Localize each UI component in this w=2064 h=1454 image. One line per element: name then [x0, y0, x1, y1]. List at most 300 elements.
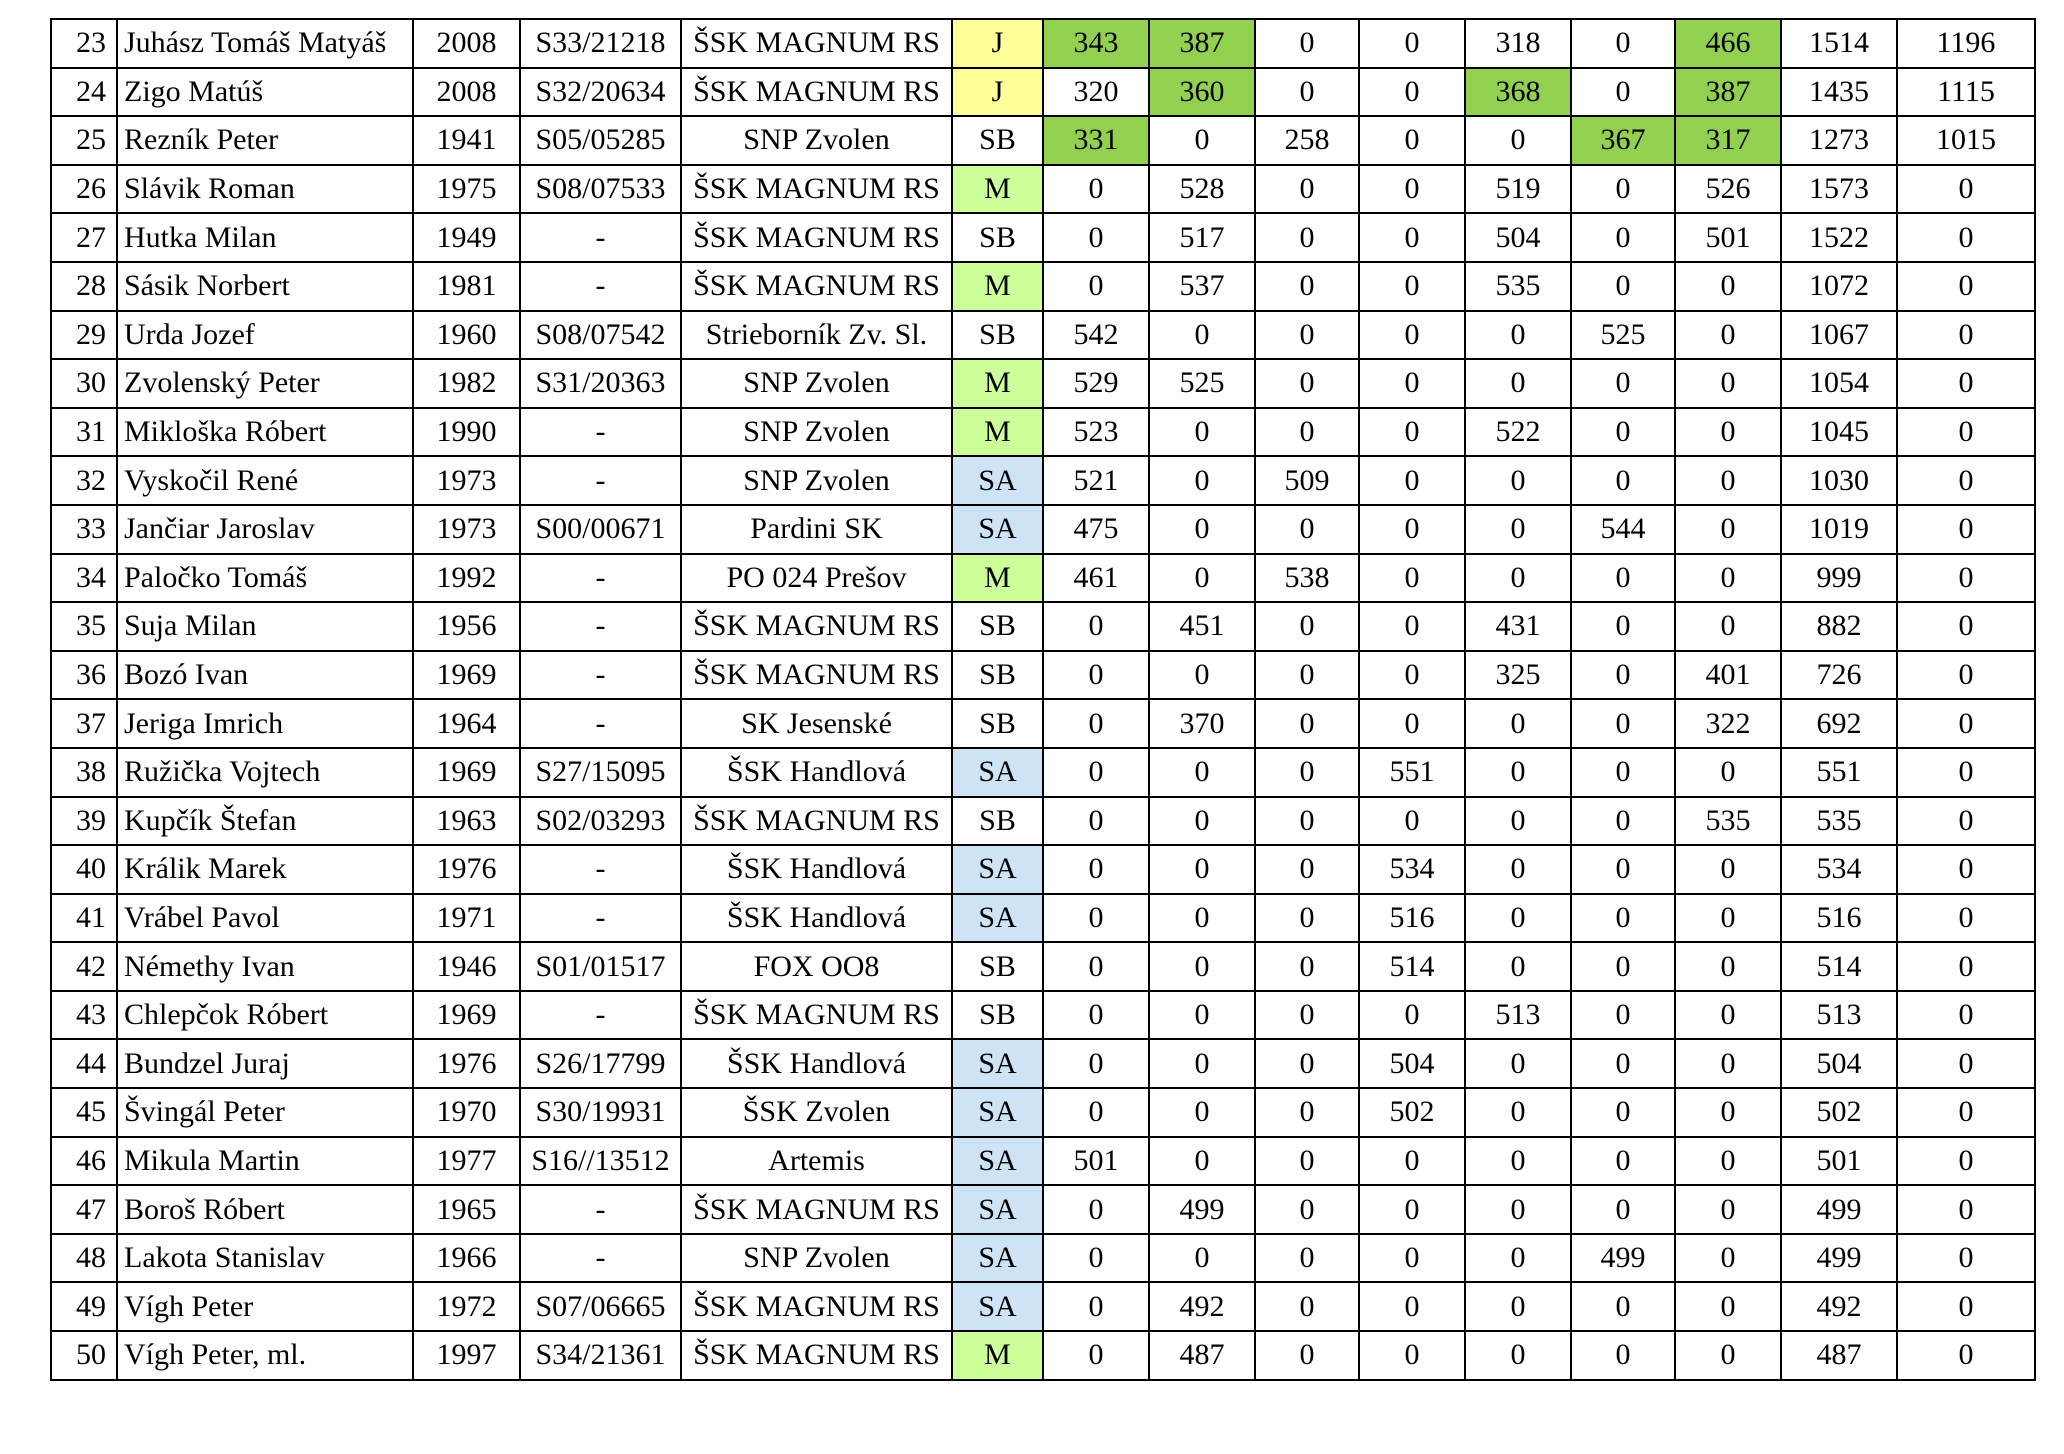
- score-cell: 535: [1465, 262, 1571, 311]
- score-cell: 0: [1675, 456, 1781, 505]
- score-cell: 0: [1149, 894, 1255, 943]
- category-cell: SB: [952, 311, 1043, 360]
- total-cell: 1030: [1781, 456, 1897, 505]
- rank-cell: 47: [51, 1185, 117, 1234]
- license-cell: -: [520, 408, 681, 457]
- score-cell: 0: [1571, 699, 1675, 748]
- score-cell: 0: [1149, 942, 1255, 991]
- club-cell: SNP Zvolen: [681, 456, 952, 505]
- score-cell: 0: [1149, 1088, 1255, 1137]
- license-cell: -: [520, 554, 681, 603]
- total-cell: 1573: [1781, 165, 1897, 214]
- best-score-cell: 1115: [1897, 68, 2035, 117]
- score-cell: 0: [1675, 894, 1781, 943]
- birth-year-cell: 1963: [413, 797, 520, 846]
- score-cell: 0: [1255, 68, 1359, 117]
- license-cell: -: [520, 651, 681, 700]
- score-cell: 0: [1571, 1137, 1675, 1186]
- rank-cell: 32: [51, 456, 117, 505]
- score-cell: 0: [1255, 1234, 1359, 1283]
- name-cell: Mikula Martin: [117, 1137, 413, 1186]
- total-cell: 513: [1781, 991, 1897, 1040]
- score-cell: 0: [1255, 1282, 1359, 1331]
- score-cell: 0: [1571, 408, 1675, 457]
- score-cell: 0: [1149, 554, 1255, 603]
- club-cell: ŠSK Handlová: [681, 894, 952, 943]
- total-cell: 501: [1781, 1137, 1897, 1186]
- category-cell: SB: [952, 797, 1043, 846]
- score-cell: 0: [1255, 991, 1359, 1040]
- score-cell: 0: [1675, 408, 1781, 457]
- birth-year-cell: 1997: [413, 1331, 520, 1380]
- score-cell: 0: [1255, 845, 1359, 894]
- total-cell: 1522: [1781, 213, 1897, 262]
- table-row: [51, 311, 2035, 360]
- birth-year-cell: 1949: [413, 213, 520, 262]
- score-cell: 343: [1043, 19, 1149, 68]
- score-cell: 0: [1149, 116, 1255, 165]
- score-cell: 0: [1465, 554, 1571, 603]
- category-cell: SB: [952, 651, 1043, 700]
- license-cell: -: [520, 991, 681, 1040]
- score-cell: 0: [1675, 1039, 1781, 1088]
- score-cell: 0: [1465, 1234, 1571, 1283]
- license-cell: -: [520, 845, 681, 894]
- license-cell: S27/15095: [520, 748, 681, 797]
- score-cell: 516: [1359, 894, 1465, 943]
- score-cell: 513: [1465, 991, 1571, 1040]
- score-cell: 0: [1675, 991, 1781, 1040]
- best-score-cell: 0: [1897, 554, 2035, 603]
- best-score-cell: 0: [1897, 797, 2035, 846]
- name-cell: Ružička Vojtech: [117, 748, 413, 797]
- best-score-cell: 0: [1897, 602, 2035, 651]
- score-cell: 0: [1571, 1282, 1675, 1331]
- club-cell: SNP Zvolen: [681, 116, 952, 165]
- club-cell: ŠSK MAGNUM RS: [681, 1282, 952, 1331]
- table-row: [51, 1234, 2035, 1283]
- club-cell: Pardini SK: [681, 505, 952, 554]
- score-cell: 0: [1043, 942, 1149, 991]
- score-cell: 0: [1465, 699, 1571, 748]
- table-row: [51, 165, 2035, 214]
- rank-cell: 37: [51, 699, 117, 748]
- name-cell: Chlepčok Róbert: [117, 991, 413, 1040]
- club-cell: ŠSK MAGNUM RS: [681, 19, 952, 68]
- total-cell: 535: [1781, 797, 1897, 846]
- total-cell: 1045: [1781, 408, 1897, 457]
- category-cell: SA: [952, 1185, 1043, 1234]
- license-cell: -: [520, 699, 681, 748]
- total-cell: 1273: [1781, 116, 1897, 165]
- table-row: [51, 699, 2035, 748]
- total-cell: 1435: [1781, 68, 1897, 117]
- license-cell: S26/17799: [520, 1039, 681, 1088]
- score-cell: 551: [1359, 748, 1465, 797]
- license-cell: -: [520, 1185, 681, 1234]
- rank-cell: 27: [51, 213, 117, 262]
- club-cell: FOX OO8: [681, 942, 952, 991]
- table-row: [51, 408, 2035, 457]
- score-cell: 0: [1255, 699, 1359, 748]
- score-cell: 0: [1571, 1039, 1675, 1088]
- name-cell: Bozó Ivan: [117, 651, 413, 700]
- score-cell: 317: [1675, 116, 1781, 165]
- score-cell: 0: [1675, 554, 1781, 603]
- score-cell: 0: [1149, 311, 1255, 360]
- score-cell: 368: [1465, 68, 1571, 117]
- table-row: [51, 1185, 2035, 1234]
- name-cell: Vígh Peter: [117, 1282, 413, 1331]
- table-row: [51, 942, 2035, 991]
- total-cell: 502: [1781, 1088, 1897, 1137]
- best-score-cell: 1196: [1897, 19, 2035, 68]
- birth-year-cell: 1975: [413, 165, 520, 214]
- rank-cell: 50: [51, 1331, 117, 1380]
- total-cell: 504: [1781, 1039, 1897, 1088]
- score-cell: 502: [1359, 1088, 1465, 1137]
- score-cell: 0: [1149, 1039, 1255, 1088]
- score-cell: 0: [1465, 797, 1571, 846]
- score-cell: 0: [1043, 1039, 1149, 1088]
- table-row: [51, 602, 2035, 651]
- license-cell: -: [520, 894, 681, 943]
- license-cell: S00/00671: [520, 505, 681, 554]
- birth-year-cell: 1965: [413, 1185, 520, 1234]
- category-cell: M: [952, 554, 1043, 603]
- license-cell: S34/21361: [520, 1331, 681, 1380]
- score-cell: 0: [1255, 1039, 1359, 1088]
- rank-cell: 31: [51, 408, 117, 457]
- rank-cell: 48: [51, 1234, 117, 1283]
- score-cell: 0: [1359, 505, 1465, 554]
- category-cell: SA: [952, 1234, 1043, 1283]
- club-cell: ŠSK MAGNUM RS: [681, 1331, 952, 1380]
- score-cell: 0: [1043, 1331, 1149, 1380]
- rank-cell: 38: [51, 748, 117, 797]
- best-score-cell: 0: [1897, 456, 2035, 505]
- score-cell: 0: [1675, 359, 1781, 408]
- category-cell: M: [952, 262, 1043, 311]
- score-cell: 0: [1149, 1137, 1255, 1186]
- best-score-cell: 0: [1897, 748, 2035, 797]
- table-row: [51, 262, 2035, 311]
- score-cell: 0: [1255, 359, 1359, 408]
- name-cell: Urda Jozef: [117, 311, 413, 360]
- rank-cell: 46: [51, 1137, 117, 1186]
- score-cell: 475: [1043, 505, 1149, 554]
- best-score-cell: 0: [1897, 359, 2035, 408]
- score-cell: 0: [1255, 505, 1359, 554]
- score-cell: 0: [1571, 1088, 1675, 1137]
- score-cell: 0: [1149, 456, 1255, 505]
- name-cell: Juhász Tomáš Matyáš: [117, 19, 413, 68]
- table-row: [51, 797, 2035, 846]
- name-cell: Némethy Ivan: [117, 942, 413, 991]
- license-cell: S01/01517: [520, 942, 681, 991]
- score-cell: 0: [1359, 554, 1465, 603]
- score-cell: 401: [1675, 651, 1781, 700]
- score-cell: 522: [1465, 408, 1571, 457]
- name-cell: Švingál Peter: [117, 1088, 413, 1137]
- category-cell: SA: [952, 1039, 1043, 1088]
- rank-cell: 44: [51, 1039, 117, 1088]
- score-cell: 492: [1149, 1282, 1255, 1331]
- club-cell: ŠSK MAGNUM RS: [681, 602, 952, 651]
- score-cell: 0: [1465, 1331, 1571, 1380]
- club-cell: SNP Zvolen: [681, 359, 952, 408]
- category-cell: M: [952, 165, 1043, 214]
- score-cell: 0: [1149, 991, 1255, 1040]
- club-cell: ŠSK Zvolen: [681, 1088, 952, 1137]
- club-cell: SK Jesenské: [681, 699, 952, 748]
- club-cell: ŠSK Handlová: [681, 1039, 952, 1088]
- score-cell: 0: [1571, 1185, 1675, 1234]
- score-cell: 0: [1255, 797, 1359, 846]
- score-cell: 0: [1465, 1039, 1571, 1088]
- score-cell: 0: [1255, 651, 1359, 700]
- score-cell: 0: [1675, 748, 1781, 797]
- score-cell: 535: [1675, 797, 1781, 846]
- rank-cell: 36: [51, 651, 117, 700]
- category-cell: SA: [952, 845, 1043, 894]
- name-cell: Vrábel Pavol: [117, 894, 413, 943]
- best-score-cell: 0: [1897, 1088, 2035, 1137]
- birth-year-cell: 1960: [413, 311, 520, 360]
- total-cell: 692: [1781, 699, 1897, 748]
- birth-year-cell: 1992: [413, 554, 520, 603]
- score-cell: 0: [1465, 845, 1571, 894]
- name-cell: Kupčík Štefan: [117, 797, 413, 846]
- score-cell: 521: [1043, 456, 1149, 505]
- club-cell: ŠSK MAGNUM RS: [681, 991, 952, 1040]
- birth-year-cell: 1964: [413, 699, 520, 748]
- score-cell: 0: [1149, 748, 1255, 797]
- score-cell: 387: [1675, 68, 1781, 117]
- table-body: [51, 19, 2035, 1380]
- score-cell: 451: [1149, 602, 1255, 651]
- total-cell: 492: [1781, 1282, 1897, 1331]
- club-cell: ŠSK MAGNUM RS: [681, 797, 952, 846]
- score-cell: 0: [1359, 1185, 1465, 1234]
- score-cell: 499: [1571, 1234, 1675, 1283]
- license-cell: S02/03293: [520, 797, 681, 846]
- score-cell: 0: [1359, 1137, 1465, 1186]
- total-cell: 1019: [1781, 505, 1897, 554]
- license-cell: S30/19931: [520, 1088, 681, 1137]
- score-cell: 525: [1571, 311, 1675, 360]
- license-cell: S05/05285: [520, 116, 681, 165]
- score-cell: 0: [1043, 797, 1149, 846]
- score-cell: 0: [1255, 894, 1359, 943]
- score-cell: 0: [1149, 845, 1255, 894]
- birth-year-cell: 1972: [413, 1282, 520, 1331]
- best-score-cell: 0: [1897, 213, 2035, 262]
- rank-cell: 25: [51, 116, 117, 165]
- license-cell: S33/21218: [520, 19, 681, 68]
- score-cell: 0: [1359, 991, 1465, 1040]
- score-cell: 0: [1675, 1185, 1781, 1234]
- rank-cell: 39: [51, 797, 117, 846]
- birth-year-cell: 1973: [413, 505, 520, 554]
- score-cell: 360: [1149, 68, 1255, 117]
- total-cell: 1072: [1781, 262, 1897, 311]
- score-cell: 331: [1043, 116, 1149, 165]
- score-cell: 0: [1571, 991, 1675, 1040]
- table-row: [51, 1039, 2035, 1088]
- total-cell: 1067: [1781, 311, 1897, 360]
- score-cell: 0: [1255, 942, 1359, 991]
- score-cell: 0: [1465, 748, 1571, 797]
- category-cell: SB: [952, 942, 1043, 991]
- birth-year-cell: 1971: [413, 894, 520, 943]
- license-cell: -: [520, 602, 681, 651]
- score-cell: 542: [1043, 311, 1149, 360]
- score-cell: 0: [1675, 262, 1781, 311]
- total-cell: 516: [1781, 894, 1897, 943]
- score-cell: 0: [1255, 213, 1359, 262]
- rank-cell: 24: [51, 68, 117, 117]
- category-cell: SA: [952, 1282, 1043, 1331]
- category-cell: J: [952, 19, 1043, 68]
- score-cell: 0: [1675, 1282, 1781, 1331]
- results-table: [50, 18, 2036, 1381]
- score-cell: 0: [1571, 262, 1675, 311]
- name-cell: Lakota Stanislav: [117, 1234, 413, 1283]
- birth-year-cell: 1976: [413, 1039, 520, 1088]
- license-cell: S31/20363: [520, 359, 681, 408]
- score-cell: 504: [1465, 213, 1571, 262]
- score-cell: 499: [1149, 1185, 1255, 1234]
- license-cell: S08/07533: [520, 165, 681, 214]
- score-cell: 0: [1465, 1282, 1571, 1331]
- rank-cell: 42: [51, 942, 117, 991]
- table-row: [51, 68, 2035, 117]
- rank-cell: 49: [51, 1282, 117, 1331]
- birth-year-cell: 1941: [413, 116, 520, 165]
- rank-cell: 45: [51, 1088, 117, 1137]
- score-cell: 0: [1359, 1234, 1465, 1283]
- rank-cell: 26: [51, 165, 117, 214]
- score-cell: 0: [1359, 1282, 1465, 1331]
- score-cell: 0: [1255, 1137, 1359, 1186]
- score-cell: 0: [1571, 19, 1675, 68]
- best-score-cell: 0: [1897, 845, 2035, 894]
- score-cell: 0: [1675, 1234, 1781, 1283]
- best-score-cell: 0: [1897, 1039, 2035, 1088]
- table-row: [51, 456, 2035, 505]
- score-cell: 466: [1675, 19, 1781, 68]
- club-cell: PO 024 Prešov: [681, 554, 952, 603]
- score-cell: 0: [1255, 262, 1359, 311]
- birth-year-cell: 1969: [413, 651, 520, 700]
- name-cell: Vígh Peter, ml.: [117, 1331, 413, 1380]
- best-score-cell: 1015: [1897, 116, 2035, 165]
- score-cell: 0: [1149, 651, 1255, 700]
- birth-year-cell: 1981: [413, 262, 520, 311]
- category-cell: SA: [952, 894, 1043, 943]
- category-cell: SA: [952, 1137, 1043, 1186]
- score-cell: 0: [1043, 699, 1149, 748]
- birth-year-cell: 1969: [413, 748, 520, 797]
- score-cell: 0: [1255, 165, 1359, 214]
- birth-year-cell: 1973: [413, 456, 520, 505]
- score-cell: 0: [1571, 894, 1675, 943]
- score-cell: 0: [1465, 1185, 1571, 1234]
- score-cell: 501: [1675, 213, 1781, 262]
- table-row: [51, 554, 2035, 603]
- score-cell: 0: [1571, 845, 1675, 894]
- score-cell: 0: [1359, 262, 1465, 311]
- table-row: [51, 651, 2035, 700]
- score-cell: 0: [1571, 1331, 1675, 1380]
- score-cell: 0: [1043, 262, 1149, 311]
- birth-year-cell: 1977: [413, 1137, 520, 1186]
- table-row: [51, 991, 2035, 1040]
- name-cell: Mikloška Róbert: [117, 408, 413, 457]
- score-cell: 370: [1149, 699, 1255, 748]
- total-cell: 487: [1781, 1331, 1897, 1380]
- birth-year-cell: 1990: [413, 408, 520, 457]
- best-score-cell: 0: [1897, 1137, 2035, 1186]
- score-cell: 0: [1043, 651, 1149, 700]
- license-cell: S07/06665: [520, 1282, 681, 1331]
- total-cell: 534: [1781, 845, 1897, 894]
- license-cell: S16//13512: [520, 1137, 681, 1186]
- score-cell: 0: [1465, 456, 1571, 505]
- table-row: [51, 116, 2035, 165]
- rank-cell: 30: [51, 359, 117, 408]
- license-cell: -: [520, 262, 681, 311]
- table-row: [51, 894, 2035, 943]
- total-cell: 514: [1781, 942, 1897, 991]
- license-cell: S32/20634: [520, 68, 681, 117]
- score-cell: 0: [1359, 1331, 1465, 1380]
- score-cell: 529: [1043, 359, 1149, 408]
- name-cell: Suja Milan: [117, 602, 413, 651]
- license-cell: -: [520, 213, 681, 262]
- score-cell: 0: [1571, 165, 1675, 214]
- score-cell: 0: [1359, 651, 1465, 700]
- score-cell: 367: [1571, 116, 1675, 165]
- score-cell: 461: [1043, 554, 1149, 603]
- score-cell: 0: [1255, 1088, 1359, 1137]
- score-cell: 325: [1465, 651, 1571, 700]
- score-cell: 318: [1465, 19, 1571, 68]
- score-cell: 0: [1571, 602, 1675, 651]
- score-cell: 322: [1675, 699, 1781, 748]
- score-cell: 0: [1043, 894, 1149, 943]
- category-cell: SB: [952, 213, 1043, 262]
- best-score-cell: 0: [1897, 262, 2035, 311]
- best-score-cell: 0: [1897, 1331, 2035, 1380]
- score-cell: 487: [1149, 1331, 1255, 1380]
- birth-year-cell: 2008: [413, 19, 520, 68]
- table-row: [51, 213, 2035, 262]
- score-cell: 0: [1571, 748, 1675, 797]
- score-cell: 0: [1043, 165, 1149, 214]
- score-cell: 0: [1465, 942, 1571, 991]
- total-cell: 499: [1781, 1185, 1897, 1234]
- club-cell: ŠSK Handlová: [681, 748, 952, 797]
- score-cell: 0: [1043, 1282, 1149, 1331]
- club-cell: ŠSK MAGNUM RS: [681, 262, 952, 311]
- score-cell: 0: [1359, 165, 1465, 214]
- total-cell: 882: [1781, 602, 1897, 651]
- category-cell: M: [952, 1331, 1043, 1380]
- score-cell: 526: [1675, 165, 1781, 214]
- club-cell: ŠSK MAGNUM RS: [681, 1185, 952, 1234]
